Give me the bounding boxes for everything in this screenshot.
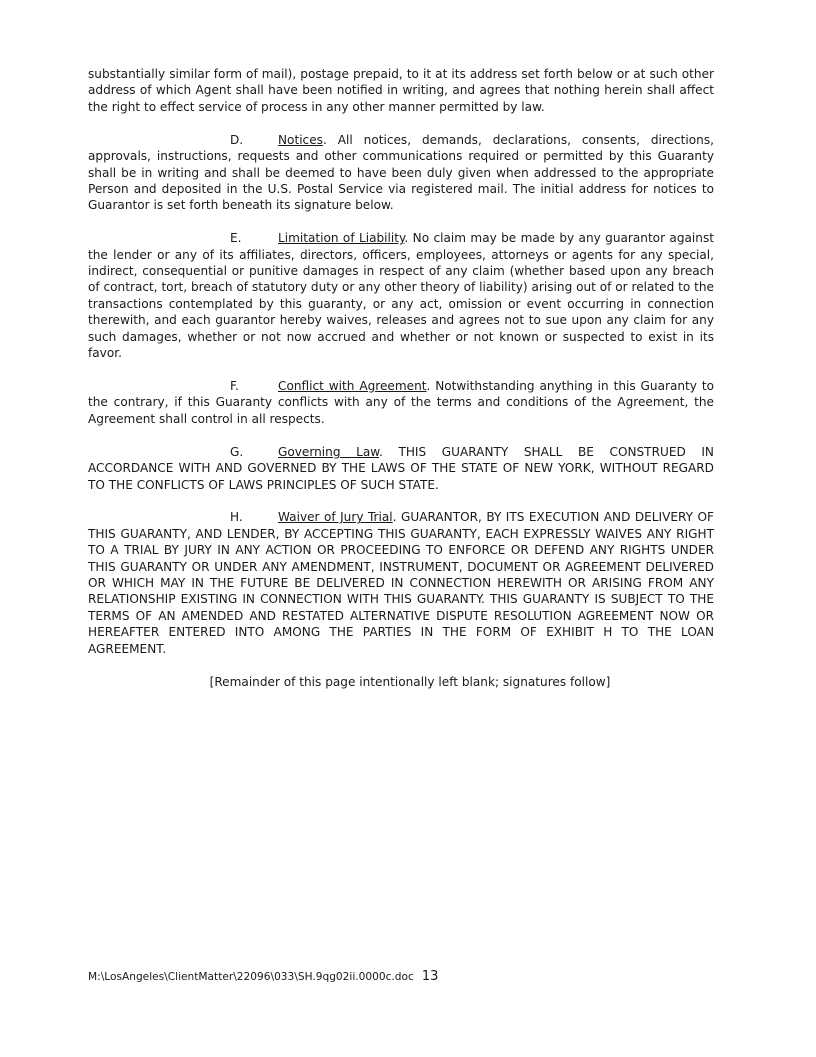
page-number: 13	[421, 969, 439, 984]
section-heading: Governing Law	[278, 444, 380, 459]
section-body: . GUARANTOR, BY ITS EXECUTION AND DELIVERY OF THIS GUARANTY, AND LENDER, BY ACCEPTING THIS GUARANTY, EACH EXPRESSLY WAIVES ANY RIGHT TO A TRIAL BY JURY IN ANY ACTION OR PROCEEDING TO ENFORCE OR DEFEND ANY RIGHTS UNDER THIS GUARANTY OR UNDER ANY AMENDMENT, INSTRUMENT, DOCUMENT OR AGREEMENT DELIVERED OR WHICH MAY IN THE FUTURE BE DELIVERED IN CONNECTION HEREWITH OR ARISING FROM ANY RELATIONSHIP EXISTING IN CONNECTION WITH THIS GUARANTY. THIS GUARANTY IS SUBJECT TO THE TERMS OF AN AMENDED AND RESTATED ALTERNATIVE DISPUTE RESOLUTION AGREEMENT NOW OR HEREAFTER ENTERED INTO AMONG THE PARTIES IN THE FORM OF EXHIBIT H TO THE LOAN AGREEMENT.	[88, 510, 714, 656]
section-heading: Waiver of Jury Trial	[278, 510, 393, 525]
section-number: F.	[230, 379, 239, 393]
page-footer	[88, 969, 438, 984]
section-e-limitation-of-liability	[88, 230, 714, 361]
footer-file-path: M:\LosAngeles\ClientMatter\22096\033\SH.9qg02ii.0000c.doc	[88, 971, 414, 983]
section-body: . All notices, demands, declarations, consents, directions, approvals, instructions, requests and other communications required or permitted by this Guaranty shall be in writing and shall be deemed to have been duly given when addressed to the appropriate Person and deposited in the U.S. Postal Service via registered mail. The initial address for notices to Guarantor is set forth beneath its signature below.	[88, 132, 714, 213]
section-number: E.	[230, 231, 242, 246]
section-g-governing-law	[88, 444, 714, 493]
section-body: . THIS GUARANTY SHALL BE CONSTRUED IN ACCORDANCE WITH AND GOVERNED BY THE LAWS OF THE STATE OF NEW YORK, WITHOUT REGARD TO THE CONFLICTS OF LAWS PRINCIPLES OF SUCH STATE.	[88, 444, 714, 492]
section-body: . No claim may be made by any guarantor against the lender or any of its affiliates, directors, officers, employees, attorneys or agents for any special, indirect, consequential or punitive damages in respect of any claim (whether based upon any breach of contract, tort, breach of statutory duty or any other theory of liability) arising out of or related to the transactions contemplated by this guaranty, or any act, omission or event occurring in connection therewith, and each guarantor hereby waives, releases and agrees not to sue upon any claim for any such damages, whether or not now accrued and whether or not known or suspected to exist in its favor.	[88, 231, 714, 361]
section-number: G.	[230, 444, 244, 459]
section-heading: Limitation of Liability	[278, 231, 405, 246]
section-body: . Notwithstanding anything in this Guaranty to the contrary, if this Guaranty conflicts with any of the terms and conditions of the Agreement, the Agreement shall control in all respects.	[88, 379, 714, 426]
intro-paragraph: substantially similar form of mail), postage prepaid, to it at its address set forth below or at such other address of which Agent shall have been notified in writing, and agrees that nothing herein shall affect the right to effect service of process in any other manner permitted by law.	[88, 67, 714, 114]
section-h-waiver-of-jury-trial	[88, 509, 714, 657]
section-f-conflict-with-agreement	[88, 378, 714, 427]
section-heading: Notices	[278, 132, 323, 147]
remainder-blank-note: [Remainder of this page intentionally left blank; signatures follow]	[209, 674, 611, 689]
section-number: D.	[230, 132, 244, 147]
section-heading: Conflict with Agreement	[278, 379, 427, 393]
document-page	[88, 66, 714, 702]
section-number: H.	[230, 510, 243, 525]
section-d-notices	[88, 132, 714, 214]
